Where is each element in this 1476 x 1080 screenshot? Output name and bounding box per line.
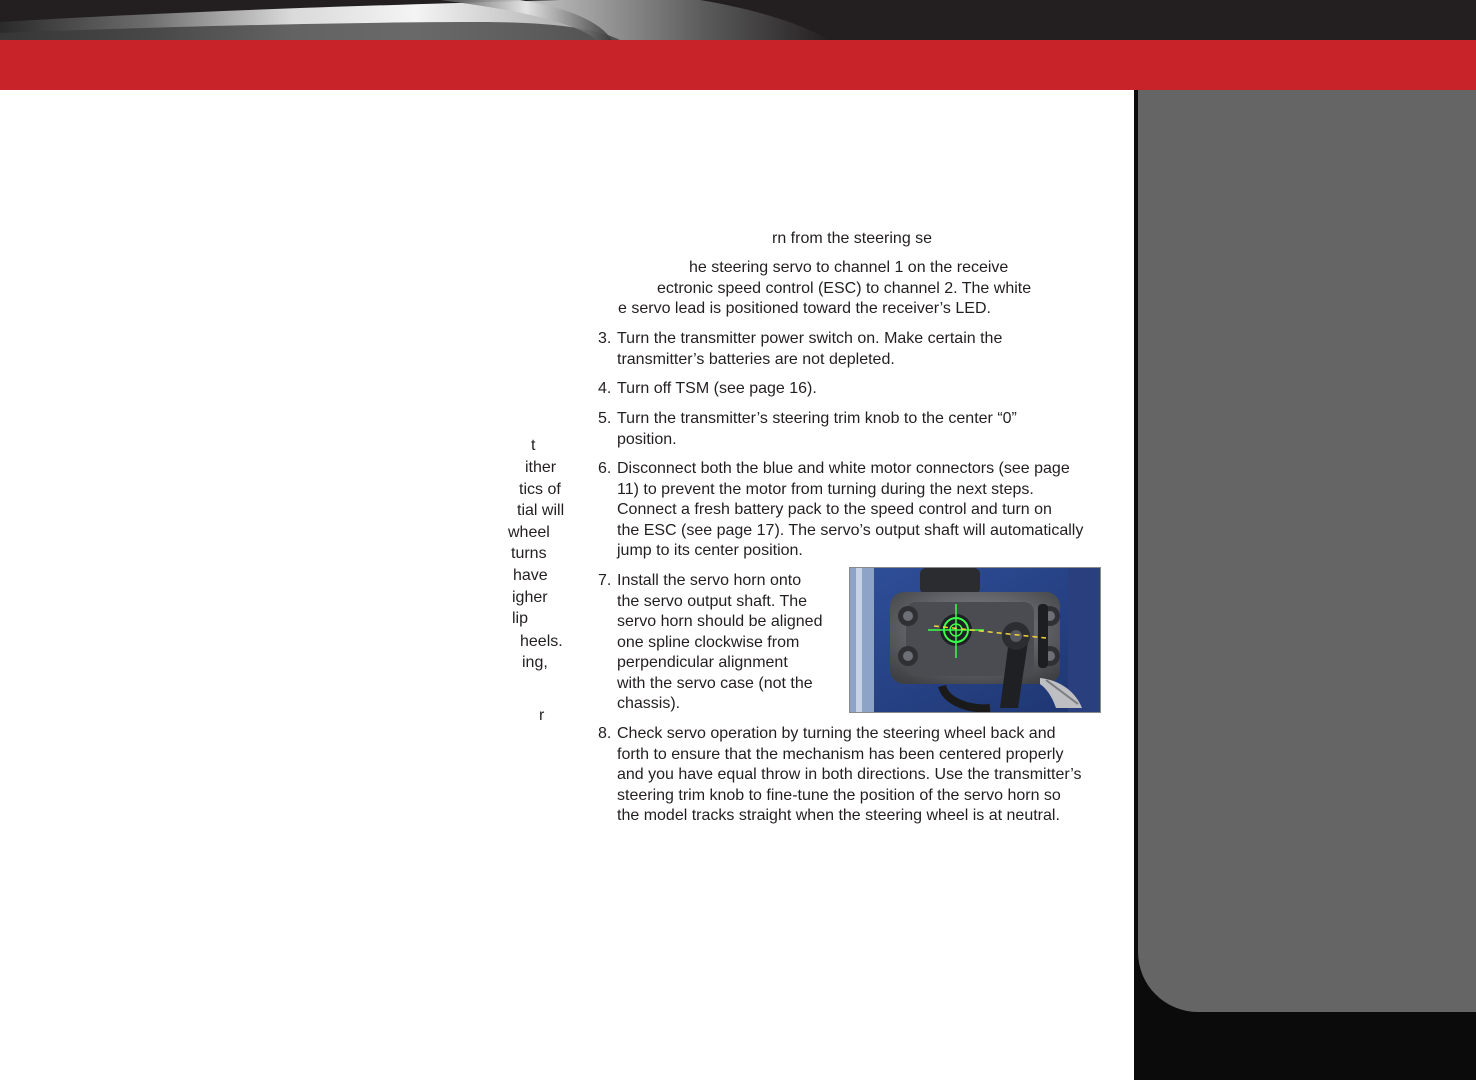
step-line: the model tracks straight when the steering wheel is at neutral.	[617, 807, 1060, 824]
step-line: chassis).	[617, 695, 681, 712]
step-line: Install the servo horn onto	[617, 572, 802, 589]
step-line: the servo output shaft. The	[617, 592, 808, 610]
step1-fragment: rn from the steering se	[772, 230, 933, 247]
left-fragment: tial will	[517, 502, 565, 519]
left-fragment: lip	[512, 610, 529, 627]
step-line: with the servo case (not the	[617, 674, 813, 692]
step-line: position.	[617, 430, 677, 448]
header-red-band	[0, 40, 1476, 90]
left-fragment: tics of	[519, 481, 561, 498]
left-fragment: turns	[511, 545, 547, 562]
step-line: Disconnect both the blue and white motor connectors (see page	[617, 460, 1070, 477]
step-line: Connect a fresh battery pack to the speed control and turn on	[617, 501, 1052, 518]
step-line: Check servo operation by turning the steering wheel back and	[617, 725, 1056, 742]
step-line: Turn the transmitter’s steering trim knob to the center “0”	[617, 410, 1017, 427]
left-fragment: ither	[525, 459, 557, 476]
step2-fragment-line: ectronic speed control (ESC) to channel 2. The white	[657, 280, 1032, 297]
step-text	[617, 329, 1002, 370]
step-number: 3.	[598, 330, 612, 347]
step-line: jump to its center position.	[617, 542, 803, 559]
left-fragment: igher	[512, 589, 548, 606]
sidebar-panel	[1138, 90, 1476, 1012]
step-line: servo horn should be aligned	[617, 613, 823, 630]
step-line: one spline clockwise from	[617, 633, 800, 651]
step-text	[617, 724, 1082, 827]
left-fragment: heels.	[520, 633, 563, 650]
left-fragment: r	[539, 707, 545, 724]
step-line: Turn off TSM (see page 16).	[617, 380, 817, 397]
step-number: 8.	[598, 725, 612, 742]
servo-illustration	[850, 568, 1100, 712]
step-text	[617, 409, 1017, 450]
step-number: 4.	[598, 380, 612, 397]
step-text	[617, 459, 1083, 562]
servo-horn-photo	[849, 567, 1101, 713]
step-text	[617, 379, 817, 400]
left-fragment: t	[531, 437, 536, 454]
step-line: forth to ensure that the mechanism has been centered properly	[617, 745, 1064, 763]
step-line: transmitter’s batteries are not depleted.	[617, 350, 895, 368]
step-line: steering trim knob to fine-tune the position of the servo horn so	[617, 786, 1061, 804]
left-fragment: wheel	[508, 524, 550, 541]
step-line: and you have equal throw in both directions. Use the transmitter’s	[617, 766, 1082, 783]
step-text	[617, 571, 822, 715]
step-number: 6.	[598, 460, 612, 477]
step-line: the ESC (see page 17). The servo’s output shaft will automatically	[617, 521, 1084, 539]
step-line: perpendicular alignment	[617, 654, 788, 671]
left-fragment: ing,	[522, 654, 548, 671]
step-number: 5.	[598, 410, 612, 427]
step2-fragment-line: he steering servo to channel 1 on the receive	[689, 259, 1009, 276]
step-line: Turn the transmitter power switch on. Make certain the	[617, 330, 1003, 347]
left-fragment: have	[513, 567, 548, 584]
step-number: 7.	[598, 572, 612, 589]
step2-fragment-line: e servo lead is positioned toward the receiver’s LED.	[618, 300, 991, 317]
step-line: 11) to prevent the motor from turning during the next steps.	[617, 480, 1034, 498]
header-dark-band	[0, 0, 1476, 40]
metallic-swoosh-graphic	[0, 0, 1476, 40]
